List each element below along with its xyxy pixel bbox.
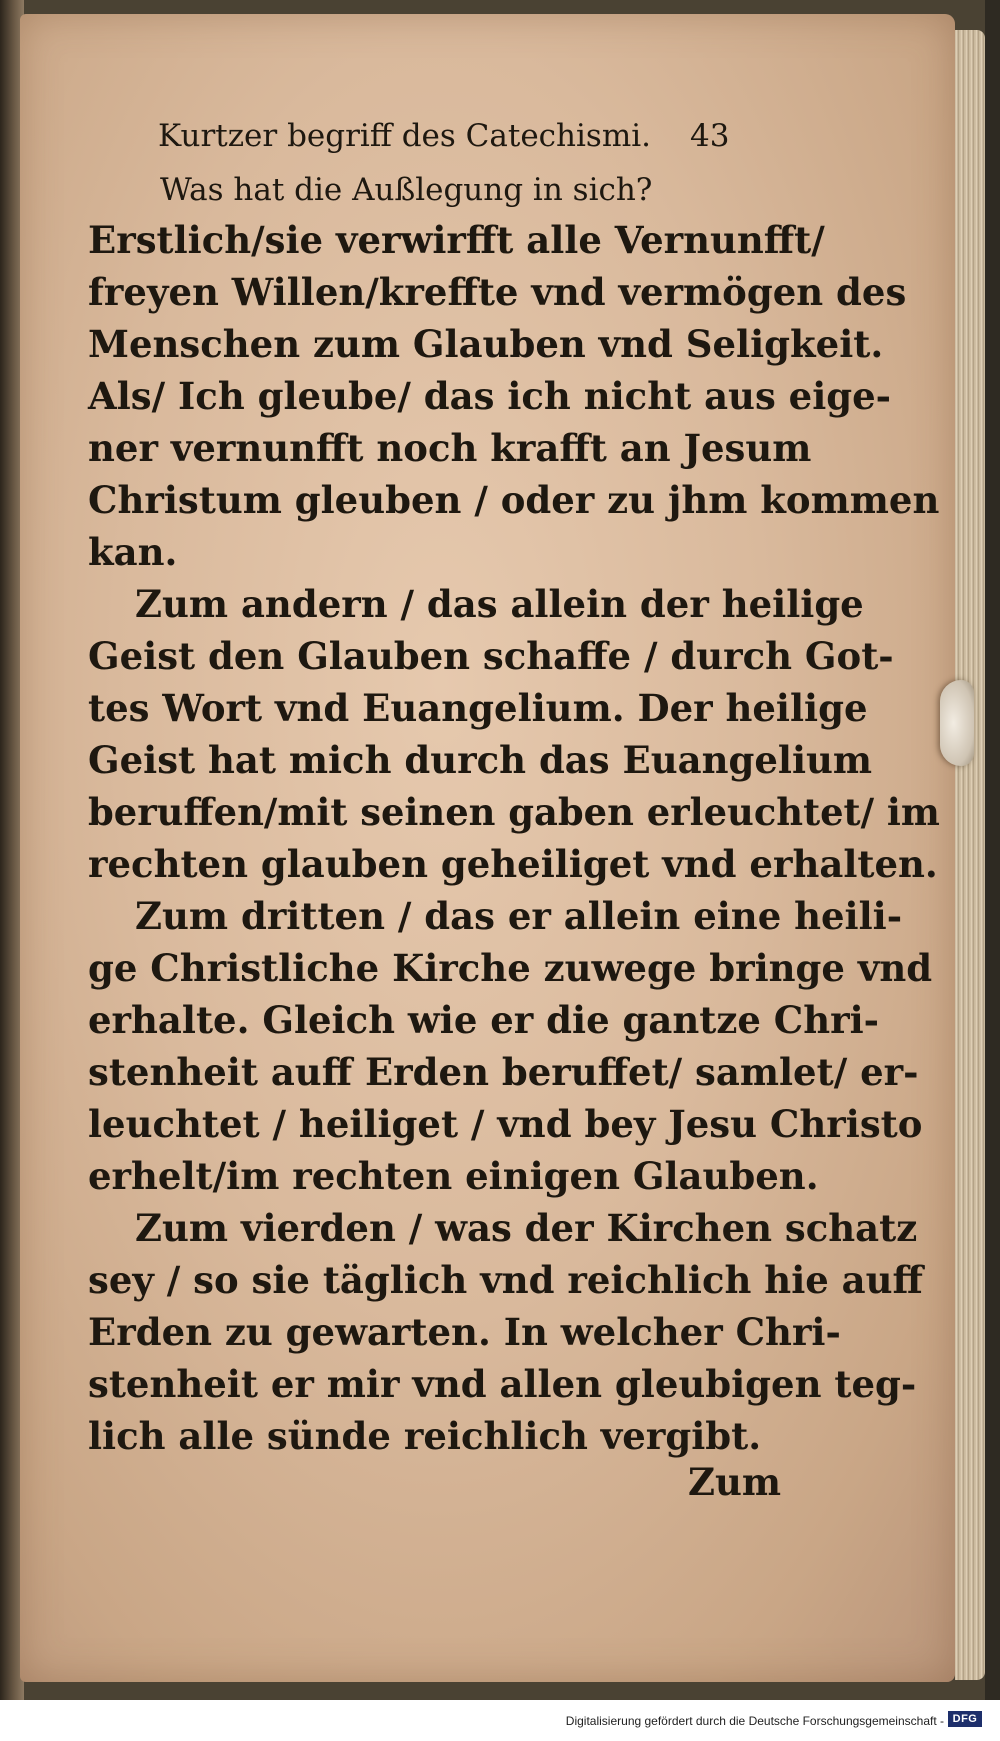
text-line: stenheit er mir vnd allen gleubigen teg- [88,1362,917,1406]
text-line: Menschen zum Glauben vnd Seligkeit. [88,322,884,366]
text-line: stenheit auff Erden beruffet/ samlet/ er- [88,1050,919,1094]
text-line: Als/ Ich gleube/ das ich nicht aus eige- [88,374,892,418]
text-line: Zum andern / das allein der heilige [135,582,864,626]
text-line: Geist hat mich durch das Euangelium [88,738,873,782]
dfg-logo: DFG [948,1711,982,1727]
text-line: freyen Willen/kreffte vnd vermögen des [88,270,907,314]
text-line: Zum vierden / was der Kirchen schatz [135,1206,918,1250]
text-line: Geist den Glauben schaffe / durch Got- [88,634,894,678]
running-head: Kurtzer begriff des Catechismi. [158,118,651,154]
text-line: Christum gleuben / oder zu jhm kommen [88,478,940,522]
text-line: kan. [88,530,178,574]
scan-margin-right [985,0,1000,1741]
catchword: Zum [688,1460,782,1504]
text-line: tes Wort vnd Euangelium. Der heilige [88,686,868,730]
funding-credit: Digitalisierung gefördert durch die Deutsche Forschungsgemeinschaft - [565,1714,944,1728]
text-line: ner vernunfft noch krafft an Jesum [88,426,812,470]
text-line: beruffen/mit seinen gaben erleuchtet/ im [88,790,940,834]
text-line: sey / so sie täglich vnd reichlich hie auff [88,1258,923,1302]
text-line: Erstlich/sie verwirfft alle Vernunfft/ [88,218,825,262]
page-number: 43 [690,118,730,154]
book-tab-marker [940,680,974,766]
text-line: Erden zu gewarten. In welcher Chri- [88,1310,841,1354]
text-line: leuchtet / heiliget / vnd bey Jesu Christo [88,1102,923,1146]
page-fore-edge [955,30,985,1680]
text-line: erhelt/im rechten einigen Glauben. [88,1154,819,1198]
text-line: rechten glauben geheiliget vnd erhalten. [88,842,938,886]
text-line: ge Christliche Kirche zuwege bringe vnd [88,946,933,990]
text-line: lich alle sünde reichlich vergibt. [88,1414,762,1458]
section-question: Was hat die Außlegung in sich? [160,172,653,208]
text-line: erhalte. Gleich wie er die gantze Chri- [88,998,880,1042]
text-line: Zum dritten / das er allein eine heili- [135,894,903,938]
